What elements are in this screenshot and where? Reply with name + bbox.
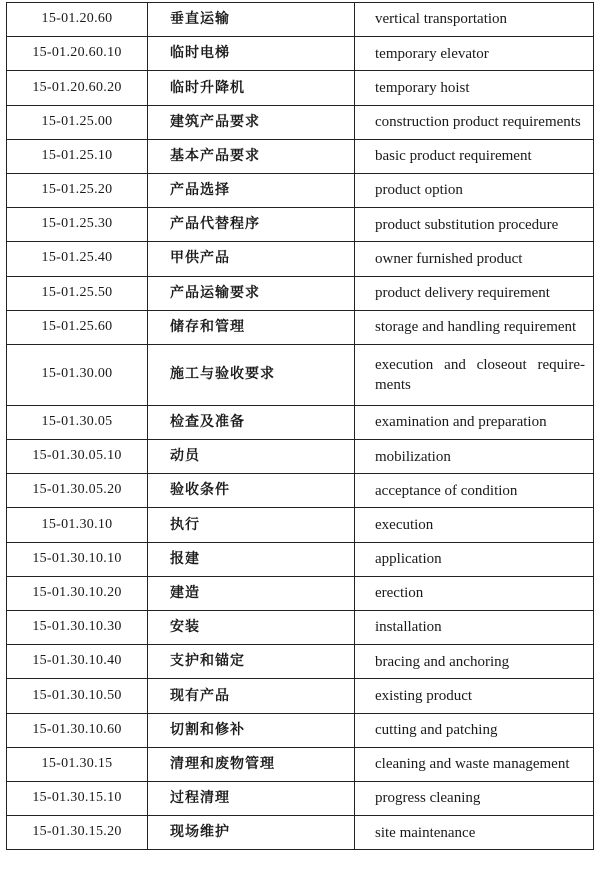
term-english: progress cleaning (355, 781, 594, 815)
term-chinese: 基本产品要求 (148, 139, 355, 173)
table-row (7, 440, 594, 474)
term-english: storage and handling requirement (355, 310, 594, 344)
term-code: 15-01.30.10.60 (7, 713, 148, 747)
term-code: 15-01.30.15.20 (7, 816, 148, 850)
table-row (7, 276, 594, 310)
term-english: owner furnished product (355, 242, 594, 276)
table-row (7, 3, 594, 37)
term-code: 15-01.25.10 (7, 139, 148, 173)
term-english: examination and preparation (355, 405, 594, 439)
terms-table-body (7, 3, 594, 850)
term-chinese: 甲供产品 (148, 242, 355, 276)
table-row (7, 679, 594, 713)
term-english: erection (355, 576, 594, 610)
term-chinese: 支护和锚定 (148, 645, 355, 679)
term-chinese: 切割和修补 (148, 713, 355, 747)
term-english: cutting and patching (355, 713, 594, 747)
term-english: cleaning and waste management (355, 747, 594, 781)
term-code: 15-01.30.05.20 (7, 474, 148, 508)
term-chinese: 安装 (148, 611, 355, 645)
term-english: product option (355, 173, 594, 207)
table-row (7, 344, 594, 405)
term-english: execution and closeout require-ments (355, 344, 594, 405)
table-row (7, 747, 594, 781)
term-english: installation (355, 611, 594, 645)
table-row (7, 816, 594, 850)
term-chinese: 储存和管理 (148, 310, 355, 344)
term-code: 15-01.30.10.50 (7, 679, 148, 713)
term-english: construction product requirements (355, 105, 594, 139)
table-row (7, 37, 594, 71)
term-english: basic product requirement (355, 139, 594, 173)
term-chinese: 现场维护 (148, 816, 355, 850)
table-row (7, 508, 594, 542)
terms-table (6, 2, 594, 850)
term-code: 15-01.20.60.20 (7, 71, 148, 105)
term-chinese: 建筑产品要求 (148, 105, 355, 139)
term-chinese: 现有产品 (148, 679, 355, 713)
term-code: 15-01.30.10.30 (7, 611, 148, 645)
term-code: 15-01.25.50 (7, 276, 148, 310)
term-english: mobilization (355, 440, 594, 474)
term-code: 15-01.30.15.10 (7, 781, 148, 815)
term-chinese: 产品运输要求 (148, 276, 355, 310)
term-code: 15-01.30.05.10 (7, 440, 148, 474)
term-english: execution (355, 508, 594, 542)
term-code: 15-01.30.10.40 (7, 645, 148, 679)
table-row (7, 576, 594, 610)
table-row (7, 173, 594, 207)
term-code: 15-01.30.00 (7, 344, 148, 405)
term-english: acceptance of condition (355, 474, 594, 508)
term-code: 15-01.25.40 (7, 242, 148, 276)
term-english: site maintenance (355, 816, 594, 850)
table-row (7, 105, 594, 139)
term-code: 15-01.25.60 (7, 310, 148, 344)
term-english: application (355, 542, 594, 576)
term-code: 15-01.20.60 (7, 3, 148, 37)
term-chinese: 报建 (148, 542, 355, 576)
table-row (7, 208, 594, 242)
term-code: 15-01.25.00 (7, 105, 148, 139)
term-chinese: 垂直运输 (148, 3, 355, 37)
table-row (7, 242, 594, 276)
term-chinese: 产品选择 (148, 173, 355, 207)
table-row (7, 310, 594, 344)
term-chinese: 清理和废物管理 (148, 747, 355, 781)
term-chinese: 临时电梯 (148, 37, 355, 71)
term-chinese: 建造 (148, 576, 355, 610)
term-english: vertical transportation (355, 3, 594, 37)
table-row (7, 713, 594, 747)
term-english: existing product (355, 679, 594, 713)
term-code: 15-01.25.30 (7, 208, 148, 242)
term-chinese: 施工与验收要求 (148, 344, 355, 405)
term-code: 15-01.30.10.10 (7, 542, 148, 576)
table-row (7, 139, 594, 173)
term-english: temporary hoist (355, 71, 594, 105)
term-english: product delivery requirement (355, 276, 594, 310)
term-code: 15-01.25.20 (7, 173, 148, 207)
term-chinese: 动员 (148, 440, 355, 474)
term-code: 15-01.20.60.10 (7, 37, 148, 71)
term-chinese: 检查及准备 (148, 405, 355, 439)
term-code: 15-01.30.10.20 (7, 576, 148, 610)
table-row (7, 611, 594, 645)
term-english: temporary elevator (355, 37, 594, 71)
term-chinese: 执行 (148, 508, 355, 542)
term-chinese: 验收条件 (148, 474, 355, 508)
table-row (7, 542, 594, 576)
table-row (7, 474, 594, 508)
table-row (7, 405, 594, 439)
term-code: 15-01.30.10 (7, 508, 148, 542)
term-chinese: 产品代替程序 (148, 208, 355, 242)
term-english: bracing and anchoring (355, 645, 594, 679)
term-code: 15-01.30.15 (7, 747, 148, 781)
table-row (7, 645, 594, 679)
table-row (7, 71, 594, 105)
term-code: 15-01.30.05 (7, 405, 148, 439)
term-chinese: 过程清理 (148, 781, 355, 815)
term-english: product substitution procedure (355, 208, 594, 242)
term-chinese: 临时升降机 (148, 71, 355, 105)
table-row (7, 781, 594, 815)
